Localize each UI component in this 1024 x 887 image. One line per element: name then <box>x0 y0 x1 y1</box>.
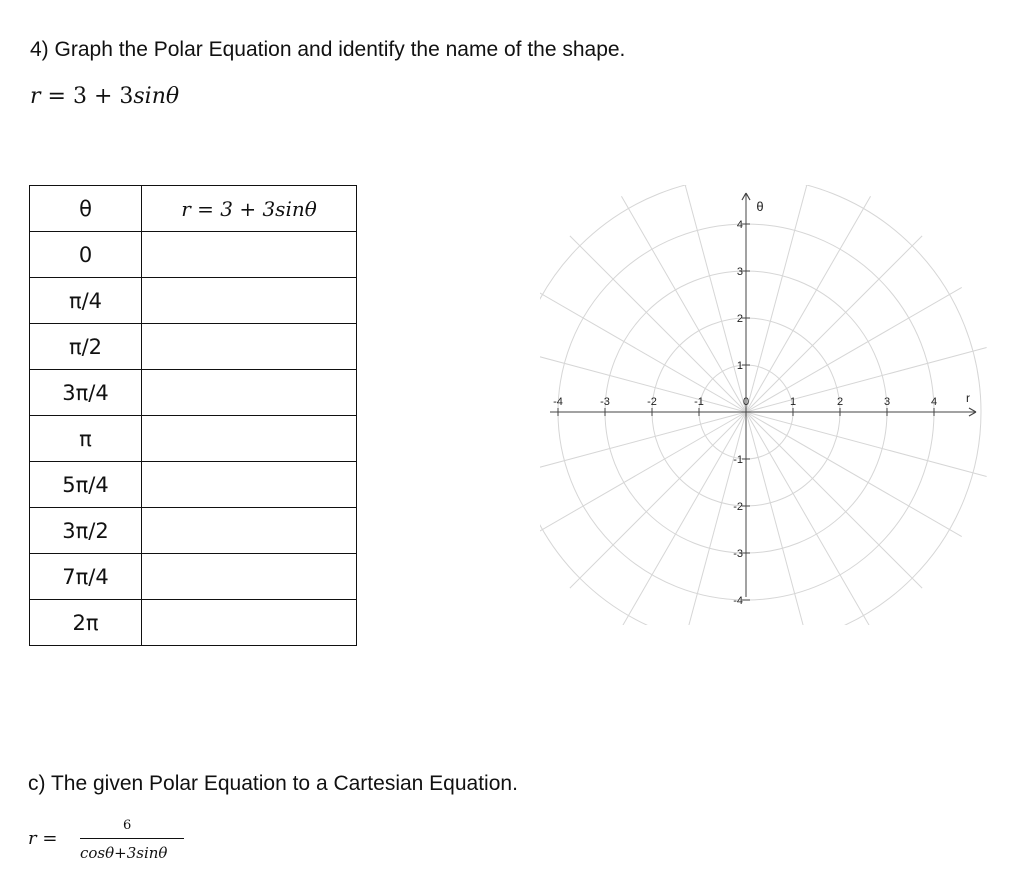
table-row <box>30 278 357 324</box>
equation-equals: = <box>40 84 73 109</box>
fraction-bar <box>80 838 184 839</box>
y-tick-label: 1 <box>736 360 743 372</box>
x-tick-label: 4 <box>930 396 938 408</box>
x-tick-label: 3 <box>883 396 891 408</box>
radial-line <box>746 348 987 412</box>
polar-grid-svg <box>540 185 990 625</box>
radial-line <box>540 412 746 537</box>
y-tick-label: 2 <box>736 313 743 325</box>
radial-line <box>746 412 987 476</box>
r-value-cell[interactable] <box>142 370 357 416</box>
y-tick-label: 4 <box>736 219 743 231</box>
theta-cell: 7π/4 <box>30 554 142 600</box>
y-tick-label: -1 <box>733 454 743 466</box>
polar-equation <box>30 84 179 109</box>
r-axis-label: r <box>966 391 970 405</box>
radial-line <box>746 236 922 412</box>
table-row <box>30 600 357 646</box>
y-tick-label: 3 <box>736 266 743 278</box>
x-tick-label: -1 <box>694 396 704 408</box>
equation-lhs: r <box>30 84 41 109</box>
table-row <box>30 370 357 416</box>
polar-grid <box>540 185 990 625</box>
radial-line <box>746 287 962 412</box>
radial-line <box>621 196 746 412</box>
y-tick-label: -2 <box>733 501 743 513</box>
table-header-row <box>30 186 357 232</box>
table-row <box>30 554 357 600</box>
y-tick-label: -3 <box>733 548 743 560</box>
theta-cell: π/2 <box>30 324 142 370</box>
x-tick-label: 1 <box>789 396 797 408</box>
question-title: 4) Graph the Polar Equation and identify the name of the shape. <box>30 38 626 61</box>
x-tick-label: -3 <box>600 396 610 408</box>
header-theta: θ <box>30 186 142 232</box>
theta-cell: 2π <box>30 600 142 646</box>
fraction-lhs: r = <box>28 828 58 849</box>
cartesian-fraction <box>28 814 248 874</box>
fraction-numerator: 6 <box>123 818 132 833</box>
r-value-cell[interactable] <box>142 462 357 508</box>
x-tick-label: 2 <box>836 396 844 408</box>
theta-axis-label: θ <box>756 199 764 214</box>
values-table <box>29 185 357 646</box>
radial-line <box>746 412 962 537</box>
x-tick-label: -4 <box>553 396 563 408</box>
equation-rhs-const: 3 + 3 <box>72 84 134 109</box>
theta-cell: 0 <box>30 232 142 278</box>
theta-cell: π/4 <box>30 278 142 324</box>
fraction-denominator: cosθ+3sinθ <box>80 844 168 862</box>
theta-cell: π <box>30 416 142 462</box>
radial-line <box>540 287 746 412</box>
table-row <box>30 324 357 370</box>
r-value-cell[interactable] <box>142 554 357 600</box>
part-c-text: c) The given Polar Equation to a Cartesian Equation. <box>28 772 518 795</box>
theta-cell: 3π/2 <box>30 508 142 554</box>
theta-cell: 3π/4 <box>30 370 142 416</box>
radial-line <box>746 412 922 588</box>
r-value-cell[interactable] <box>142 508 357 554</box>
r-value-cell[interactable] <box>142 278 357 324</box>
theta-cell: 5π/4 <box>30 462 142 508</box>
equation-rhs-fn: sinθ <box>133 84 180 109</box>
table-row <box>30 462 357 508</box>
table-row <box>30 508 357 554</box>
radial-line <box>570 412 746 588</box>
table-row <box>30 416 357 462</box>
radial-line <box>746 196 871 412</box>
r-value-cell[interactable] <box>142 600 357 646</box>
radial-line <box>570 236 746 412</box>
x-tick-label: -2 <box>647 396 657 408</box>
radial-line <box>540 412 746 476</box>
r-value-cell[interactable] <box>142 416 357 462</box>
r-value-cell[interactable] <box>142 324 357 370</box>
r-value-cell[interactable] <box>142 232 357 278</box>
x-tick-label: 0 <box>742 396 750 408</box>
radial-line <box>540 348 746 412</box>
table-row <box>30 232 357 278</box>
y-tick-label: -4 <box>733 595 743 607</box>
header-r: r = 3 + 3sinθ <box>142 186 357 232</box>
